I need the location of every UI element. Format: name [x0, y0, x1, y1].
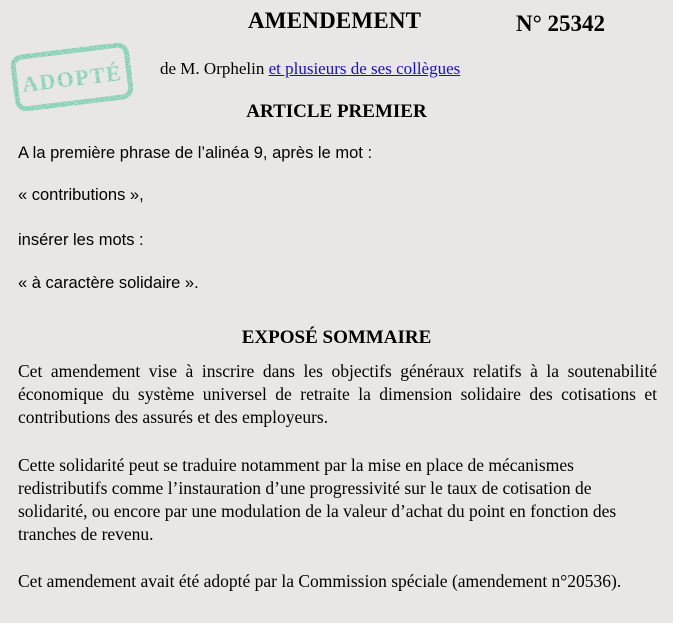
authors-line: [160, 59, 460, 79]
article-line: A la première phrase de l’alinéa 9, après le mot :: [18, 144, 373, 162]
article-heading: ARTICLE PREMIER: [246, 101, 427, 122]
stamp-label: ADOPTÉ: [20, 59, 124, 98]
expose-heading: EXPOSÉ SOMMAIRE: [241, 327, 432, 348]
article-line: « à caractère solidaire ».: [18, 274, 199, 292]
colleagues-link[interactable]: et plusieurs de ses collègues: [268, 59, 461, 78]
article-line: « contributions »,: [18, 186, 144, 204]
expose-paragraph: Cet amendement vise à inscrire dans les objectifs généraux relatifs à la soutenabilité économique du système universel de retraite la dimension solidaire des cotisations et contributions des assurés et des employeurs.: [18, 361, 657, 427]
authors-prefix: de M. Orphelin: [160, 59, 269, 78]
document-title: AMENDEMENT: [248, 8, 422, 33]
expose-paragraph: Cet amendement avait été adopté par la Commission spéciale (amendement n°20536).: [18, 571, 622, 591]
article-line: insérer les mots :: [18, 231, 144, 249]
amendment-number: N° 25342: [516, 11, 606, 36]
expose-paragraph: Cette solidarité peut se traduire notamment par la mise en place de mécanismes redistributifs comme l’instauration d’une progressivité sur le taux de cotisation de solidarité, ou encore par une modulation de la valeur d’achat du point en fonction des tranches de revenu.: [18, 455, 617, 544]
